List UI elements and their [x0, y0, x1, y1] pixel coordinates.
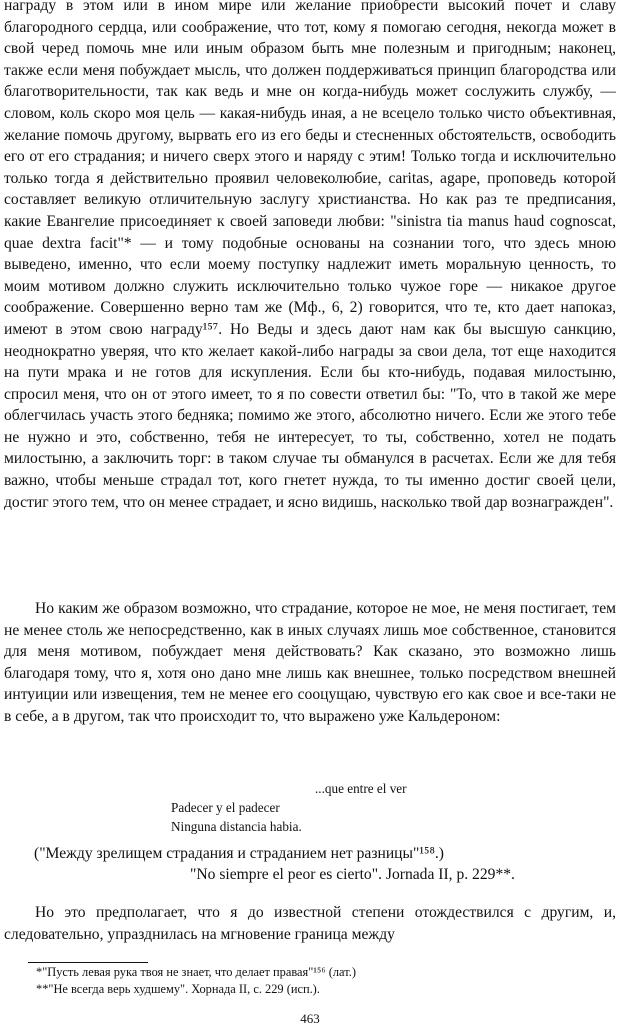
verse-line-3: Ninguna distancia habia. — [171, 819, 302, 834]
body-paragraph-2: Но каким же образом возможно, что страдание, которое не мое, не меня постигает, тем не менее столь же непосредственно, как в иных случаях лишь мое собственное, становится для меня мотивом, побуждает меня действовать? Как сказано, это возможно лишь благодаря тому, что я, хотя оно дано мне лишь как внешнее, только посредством внешней интуиции или извещения, тем не менее его сооцущаю, чувствую его как свое и все-таки не в себе, а в другом, так что происходит то, что выражено уже Кальдероном: — [4, 600, 616, 725]
body-paragraph-1: награду в этом или в ином мире или желание приобрести высокий почет и славу благородного сердца, или соображение, что тот, кому я помогаю сегодня, некогда может в свой черед помочь мне или иным образом быть мне полезным и пригодным; наконец, также если меня побуждает мысль, что должен поддерживаться принцип благородства или благотворительности, так как ведь и мне он когда-нибудь может сослужить службу, — словом, коль скоро моя цель — какая-нибудь иная, а не всецело только чисто объективная, желание помочь другому, вырвать его из его беды и стесненных обстоятельств, освободить его от его страдания; и ничего сверх этого и наряду с этим! Только тогда и исключительно только тогда я действительно проявил человеколюбие, caritas, agape, проповедь которой составляет великую отличительную заслугу христианства. Но как раз те предписания, какие Евангелие присоединяет к своей заповеди любви: "sinistra tia manus haud cognoscat, quae dextra facit"* — и тому подобные основаны на сознании того, что здесь мною выведено, именно, что если моему поступку надлежит иметь моральную ценность, то моим мотивом должно служить исключительно только чужое горе — никакое другое соображение. Совершенно верно там же (Мф., 6, 2) говорится, что те, кто дает напоказ, имеют в этом свою награду¹⁵⁷. Но Веды и здесь дают нам как бы высшую санкцию, неоднократно уверяя, что кто желает какой-либо награды за свои дела, тот еще находится на пути мрака и не готов для искупления. Если бы кто-нибудь, подавая милостыню, спросил меня, что он от этого имеет, то я по совести ответил бы: "То, что в такой же мере облегчилась участь этого бедняка; помимо же этого, абсолютно ничего. Если же этого тебе не нужно и это, собственно, тебя не интересует, то ты, собственно, хотел не подать милостыню, а заключить торг: в таком случае ты обманулся в расчетах. Если же для тебя важно, чтобы меньше страдал тот, кого гнетет нужда, то ты именно достиг своей цели, достиг этого тем, что он менее страдает, и ясно видишь, насколько твой дар вознагражден". — [4, 0, 616, 511]
verse-line-1: ...que entre el ver — [315, 781, 407, 796]
footnote-divider — [28, 962, 148, 963]
page-number: 463 — [300, 1011, 320, 1026]
footnote-1: *"Пусть левая рука твоя не знает, что делает правая"¹⁵⁶ (лат.) — [36, 965, 356, 979]
body-paragraph-3: Но это предполагает, что я до известной степени отождествился с другим, и, следовательно, упразднилась на мгновение граница между — [4, 904, 616, 943]
footnote-2: **"Не всегда верь худшему". Хорнада II, с. 229 (исп.). — [36, 982, 320, 996]
source-citation: "No siempre el peor es cierto". Jornada II, p. 229**. — [190, 866, 515, 883]
verse-line-2: Padecer y el padecer — [171, 800, 280, 815]
verse-translation: ("Между зрелищем страдания и страданием нет разницы"¹⁵⁸.) — [34, 845, 444, 862]
